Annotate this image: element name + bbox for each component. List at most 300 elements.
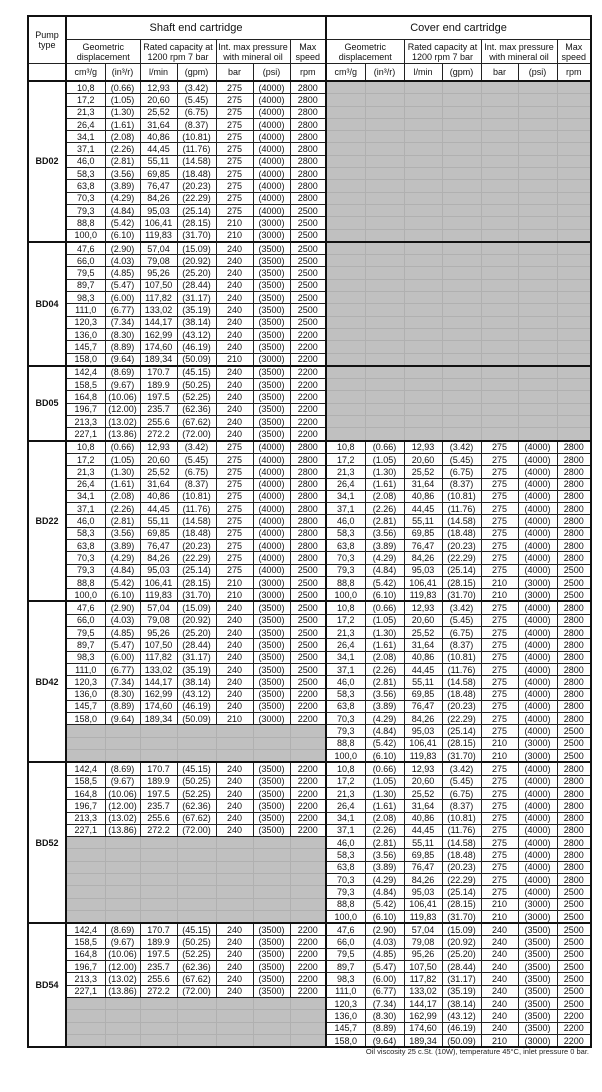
cover-value-cell: (2.08) bbox=[365, 651, 404, 663]
shaft-value-cell: 12,93 bbox=[140, 441, 177, 454]
cover-value-cell: (4000) bbox=[518, 515, 557, 527]
cover-unavailable-cell bbox=[518, 416, 557, 428]
shaft-value-cell: 2800 bbox=[290, 106, 326, 118]
cover-value-cell: 107,50 bbox=[404, 961, 442, 973]
cover-unavailable-cell bbox=[557, 106, 591, 118]
cover-value-cell: (25.14) bbox=[442, 886, 481, 898]
shaft-value-cell: 213,3 bbox=[66, 416, 105, 428]
shaft-value-cell: 235.7 bbox=[140, 800, 177, 812]
shaft-unit-header: bar bbox=[216, 64, 253, 82]
shaft-value-cell: 240 bbox=[216, 985, 253, 997]
cover-unavailable-cell bbox=[404, 155, 442, 167]
shaft-value-cell: 20,60 bbox=[140, 94, 177, 106]
cover-unavailable-cell bbox=[365, 403, 404, 415]
shaft-unavailable-cell bbox=[253, 874, 290, 886]
pump-type-header: Pump type bbox=[28, 16, 66, 64]
cover-value-cell: 2800 bbox=[557, 812, 591, 824]
shaft-value-cell: 2200 bbox=[290, 775, 326, 787]
shaft-value-cell: (4000) bbox=[253, 94, 290, 106]
cover-value-cell: (2.26) bbox=[365, 503, 404, 515]
shaft-unavailable-cell bbox=[216, 886, 253, 898]
table-row bbox=[28, 379, 591, 391]
cover-value-cell: 111,0 bbox=[326, 985, 365, 997]
shaft-value-cell: (8.30) bbox=[105, 328, 140, 340]
cover-unavailable-cell bbox=[442, 143, 481, 155]
shaft-unavailable-cell bbox=[177, 737, 216, 749]
shaft-value-cell: 2800 bbox=[290, 168, 326, 180]
shaft-value-cell: (43.12) bbox=[177, 328, 216, 340]
cover-value-cell: (28.15) bbox=[442, 576, 481, 588]
shaft-value-cell: 2800 bbox=[290, 490, 326, 502]
cover-unavailable-cell bbox=[365, 341, 404, 353]
cover-value-cell: (5.45) bbox=[442, 614, 481, 626]
shaft-value-cell: (3500) bbox=[253, 762, 290, 775]
cover-value-cell: 84,26 bbox=[404, 552, 442, 564]
table-row bbox=[28, 948, 591, 960]
cover-value-cell: (6.10) bbox=[365, 589, 404, 602]
cover-value-cell: (4000) bbox=[518, 490, 557, 502]
cover-unavailable-cell bbox=[557, 217, 591, 229]
cover-value-cell: 58,3 bbox=[326, 849, 365, 861]
shaft-value-cell: 272.2 bbox=[140, 985, 177, 997]
cover-unavailable-cell bbox=[481, 328, 518, 340]
cover-value-cell: (28.15) bbox=[442, 898, 481, 910]
shaft-value-cell: (3500) bbox=[253, 601, 290, 614]
cover-unavailable-cell bbox=[442, 279, 481, 291]
cover-value-cell: (3000) bbox=[518, 576, 557, 588]
cover-value-cell: 2800 bbox=[557, 800, 591, 812]
cover-unavailable-cell bbox=[481, 118, 518, 130]
cover-value-cell: 240 bbox=[481, 961, 518, 973]
shaft-unavailable-cell bbox=[253, 1034, 290, 1047]
shaft-unavailable-cell bbox=[105, 886, 140, 898]
cover-unavailable-cell bbox=[557, 155, 591, 167]
shaft-value-cell: 21,3 bbox=[66, 466, 105, 478]
cover-unavailable-cell bbox=[326, 180, 365, 192]
cover-unavailable-cell bbox=[518, 366, 557, 379]
shaft-value-cell: 2500 bbox=[290, 627, 326, 639]
shaft-value-cell: 240 bbox=[216, 391, 253, 403]
shaft-max-speed-header: Max speed bbox=[290, 40, 326, 64]
cover-unavailable-cell bbox=[518, 279, 557, 291]
shaft-value-cell: 2200 bbox=[290, 688, 326, 700]
cover-unavailable-cell bbox=[404, 94, 442, 106]
cover-unavailable-cell bbox=[557, 379, 591, 391]
shaft-value-cell: 17,2 bbox=[66, 453, 105, 465]
shaft-value-cell: 162,99 bbox=[140, 688, 177, 700]
cover-value-cell: 2800 bbox=[557, 466, 591, 478]
cover-value-cell: (4000) bbox=[518, 874, 557, 886]
shaft-value-cell: 26,4 bbox=[66, 118, 105, 130]
shaft-value-cell: 34,1 bbox=[66, 131, 105, 143]
shaft-value-cell: 275 bbox=[216, 490, 253, 502]
shaft-value-cell: 2200 bbox=[290, 353, 326, 366]
cover-value-cell: 275 bbox=[481, 539, 518, 551]
shaft-unavailable-cell bbox=[290, 1034, 326, 1047]
shaft-value-cell: 119,83 bbox=[140, 589, 177, 602]
cover-unavailable-cell bbox=[404, 341, 442, 353]
cover-unavailable-cell bbox=[557, 403, 591, 415]
table-row bbox=[28, 539, 591, 551]
cover-value-cell: 2500 bbox=[557, 886, 591, 898]
shaft-unavailable-cell bbox=[105, 1034, 140, 1047]
cover-unavailable-cell bbox=[442, 94, 481, 106]
cover-unavailable-cell bbox=[442, 292, 481, 304]
shaft-value-cell: 2200 bbox=[290, 948, 326, 960]
cover-value-cell: 34,1 bbox=[326, 490, 365, 502]
shaft-value-cell: 2200 bbox=[290, 416, 326, 428]
cover-value-cell: (10.81) bbox=[442, 651, 481, 663]
cover-unavailable-cell bbox=[481, 279, 518, 291]
cover-value-cell: 275 bbox=[481, 676, 518, 688]
cover-value-cell: 21,3 bbox=[326, 787, 365, 799]
cover-value-cell: 275 bbox=[481, 849, 518, 861]
cover-value-cell: (6.10) bbox=[365, 910, 404, 923]
shaft-value-cell: (12.00) bbox=[105, 800, 140, 812]
shaft-value-cell: (6.00) bbox=[105, 651, 140, 663]
cover-value-cell: (1.05) bbox=[365, 453, 404, 465]
table-row bbox=[28, 874, 591, 886]
cover-value-cell: (3500) bbox=[518, 1010, 557, 1022]
cover-value-cell: 31,64 bbox=[404, 639, 442, 651]
shaft-value-cell: 144,17 bbox=[140, 676, 177, 688]
cover-value-cell: (4.29) bbox=[365, 713, 404, 725]
cover-value-cell: (4000) bbox=[518, 861, 557, 873]
shaft-unavailable-cell bbox=[177, 1034, 216, 1047]
cover-unavailable-cell bbox=[365, 428, 404, 441]
shaft-unit-header: (gpm) bbox=[177, 64, 216, 82]
cover-unavailable-cell bbox=[518, 229, 557, 242]
cover-unavailable-cell bbox=[442, 391, 481, 403]
shaft-value-cell: 275 bbox=[216, 143, 253, 155]
shaft-value-cell: 235.7 bbox=[140, 403, 177, 415]
cover-value-cell: 44,45 bbox=[404, 824, 442, 836]
shaft-value-cell: (3000) bbox=[253, 713, 290, 725]
cover-value-cell: 275 bbox=[481, 627, 518, 639]
cover-value-cell: (5.42) bbox=[365, 576, 404, 588]
shaft-value-cell: 240 bbox=[216, 948, 253, 960]
cover-unavailable-cell bbox=[442, 180, 481, 192]
shaft-value-cell: 275 bbox=[216, 552, 253, 564]
shaft-unavailable-cell bbox=[253, 1010, 290, 1022]
cover-unavailable-cell bbox=[557, 242, 591, 255]
shaft-value-cell: 44,45 bbox=[140, 503, 177, 515]
cover-value-cell: (4.29) bbox=[365, 874, 404, 886]
shaft-value-cell: 174,60 bbox=[140, 341, 177, 353]
shaft-value-cell: (62.36) bbox=[177, 403, 216, 415]
cover-value-cell: 76,47 bbox=[404, 861, 442, 873]
cover-value-cell: (11.76) bbox=[442, 824, 481, 836]
cover-value-cell: 210 bbox=[481, 576, 518, 588]
cover-unavailable-cell bbox=[326, 118, 365, 130]
cover-value-cell: (5.47) bbox=[365, 961, 404, 973]
cover-value-cell: 240 bbox=[481, 948, 518, 960]
cover-unavailable-cell bbox=[518, 94, 557, 106]
cover-value-cell: 70,3 bbox=[326, 874, 365, 886]
cover-value-cell: (4000) bbox=[518, 564, 557, 576]
cover-unavailable-cell bbox=[442, 341, 481, 353]
shaft-value-cell: 34,1 bbox=[66, 490, 105, 502]
shaft-value-cell: (8.89) bbox=[105, 341, 140, 353]
table-row bbox=[28, 106, 591, 118]
cover-value-cell: 76,47 bbox=[404, 700, 442, 712]
cover-unavailable-cell bbox=[557, 118, 591, 130]
shaft-value-cell: 189.9 bbox=[140, 936, 177, 948]
cover-value-cell: 275 bbox=[481, 490, 518, 502]
cover-value-cell: 2500 bbox=[557, 997, 591, 1009]
cover-value-cell: (14.58) bbox=[442, 676, 481, 688]
table-row bbox=[28, 155, 591, 167]
shaft-value-cell: (2.81) bbox=[105, 515, 140, 527]
shaft-unavailable-cell bbox=[66, 910, 105, 923]
shaft-unavailable-cell bbox=[105, 898, 140, 910]
shaft-value-cell: 79,08 bbox=[140, 255, 177, 267]
shaft-value-cell: 2800 bbox=[290, 539, 326, 551]
cover-value-cell: (4000) bbox=[518, 527, 557, 539]
shaft-value-cell: 144,17 bbox=[140, 316, 177, 328]
shaft-value-cell: (11.76) bbox=[177, 503, 216, 515]
cover-value-cell: (50.09) bbox=[442, 1034, 481, 1047]
cover-unavailable-cell bbox=[518, 217, 557, 229]
cover-value-cell: 2800 bbox=[557, 787, 591, 799]
cover-value-cell: (4000) bbox=[518, 503, 557, 515]
shaft-value-cell: (13.86) bbox=[105, 428, 140, 441]
table-row bbox=[28, 328, 591, 340]
cover-unavailable-cell bbox=[404, 328, 442, 340]
cover-unavailable-cell bbox=[404, 118, 442, 130]
cover-value-cell: 275 bbox=[481, 527, 518, 539]
cover-unavailable-cell bbox=[404, 81, 442, 94]
cover-value-cell: 2500 bbox=[557, 923, 591, 936]
shaft-unavailable-cell bbox=[140, 997, 177, 1009]
cover-unavailable-cell bbox=[326, 168, 365, 180]
shaft-value-cell: (50.25) bbox=[177, 936, 216, 948]
cover-value-cell: (4000) bbox=[518, 676, 557, 688]
shaft-value-cell: (25.20) bbox=[177, 267, 216, 279]
shaft-value-cell: 240 bbox=[216, 403, 253, 415]
cover-unavailable-cell bbox=[326, 204, 365, 216]
shaft-value-cell: (3500) bbox=[253, 242, 290, 255]
cover-unavailable-cell bbox=[365, 168, 404, 180]
cover-value-cell: 275 bbox=[481, 552, 518, 564]
table-row bbox=[28, 1034, 591, 1047]
shaft-value-cell: (3500) bbox=[253, 304, 290, 316]
shaft-value-cell: (6.75) bbox=[177, 106, 216, 118]
cover-value-cell: (4000) bbox=[518, 539, 557, 551]
cover-value-cell: 117,82 bbox=[404, 973, 442, 985]
shaft-value-cell: 272.2 bbox=[140, 824, 177, 836]
table-row bbox=[28, 787, 591, 799]
cover-unavailable-cell bbox=[442, 168, 481, 180]
cover-value-cell: 275 bbox=[481, 614, 518, 626]
shaft-value-cell: (2.08) bbox=[105, 490, 140, 502]
shaft-value-cell: 2500 bbox=[290, 292, 326, 304]
cover-unavailable-cell bbox=[442, 416, 481, 428]
shaft-unit-header: rpm bbox=[290, 64, 326, 82]
cover-value-cell: 210 bbox=[481, 1034, 518, 1047]
shaft-value-cell: (3500) bbox=[253, 279, 290, 291]
pump-type-cell: BD42 bbox=[28, 601, 66, 762]
cover-value-cell: (10.81) bbox=[442, 812, 481, 824]
cover-value-cell: 20,60 bbox=[404, 453, 442, 465]
cover-value-cell: (6.00) bbox=[365, 973, 404, 985]
shaft-value-cell: (20.23) bbox=[177, 180, 216, 192]
pump-type-cell: BD52 bbox=[28, 762, 66, 923]
shaft-value-cell: 158,0 bbox=[66, 713, 105, 725]
shaft-value-cell: 17,2 bbox=[66, 94, 105, 106]
table-row bbox=[28, 800, 591, 812]
cover-value-cell: 79,3 bbox=[326, 564, 365, 576]
cover-value-cell: (31.17) bbox=[442, 973, 481, 985]
cover-unavailable-cell bbox=[557, 279, 591, 291]
shaft-unavailable-cell bbox=[140, 861, 177, 873]
cover-unavailable-cell bbox=[326, 94, 365, 106]
cover-value-cell: 240 bbox=[481, 1022, 518, 1034]
shaft-value-cell: 57,04 bbox=[140, 242, 177, 255]
cover-unavailable-cell bbox=[481, 379, 518, 391]
shaft-value-cell: 210 bbox=[216, 217, 253, 229]
shaft-value-cell: 162,99 bbox=[140, 328, 177, 340]
cover-value-cell: 66,0 bbox=[326, 936, 365, 948]
shaft-value-cell: (2.90) bbox=[105, 242, 140, 255]
shaft-value-cell: 213,3 bbox=[66, 973, 105, 985]
cover-unavailable-cell bbox=[442, 106, 481, 118]
shaft-value-cell: 196,7 bbox=[66, 961, 105, 973]
cover-value-cell: 275 bbox=[481, 824, 518, 836]
cover-unavailable-cell bbox=[518, 391, 557, 403]
shaft-value-cell: (3500) bbox=[253, 292, 290, 304]
cover-unavailable-cell bbox=[326, 416, 365, 428]
shaft-value-cell: (10.81) bbox=[177, 490, 216, 502]
cover-value-cell: 2800 bbox=[557, 676, 591, 688]
cover-unavailable-cell bbox=[442, 379, 481, 391]
cover-value-cell: 25,52 bbox=[404, 466, 442, 478]
shaft-value-cell: 79,3 bbox=[66, 204, 105, 216]
shaft-value-cell: 240 bbox=[216, 787, 253, 799]
shaft-value-cell: 2200 bbox=[290, 800, 326, 812]
cover-value-cell: 63,8 bbox=[326, 861, 365, 873]
cover-unavailable-cell bbox=[442, 229, 481, 242]
shaft-value-cell: 164,8 bbox=[66, 391, 105, 403]
table-row bbox=[28, 775, 591, 787]
shaft-value-cell: (12.00) bbox=[105, 961, 140, 973]
table-row bbox=[28, 292, 591, 304]
table-row bbox=[28, 255, 591, 267]
shaft-value-cell: (25.20) bbox=[177, 627, 216, 639]
cover-value-cell: 275 bbox=[481, 787, 518, 799]
table-row bbox=[28, 1022, 591, 1034]
shaft-value-cell: (45.15) bbox=[177, 366, 216, 379]
shaft-value-cell: 2500 bbox=[290, 614, 326, 626]
cover-value-cell: 46,0 bbox=[326, 837, 365, 849]
shaft-unavailable-cell bbox=[253, 910, 290, 923]
cover-value-cell: (4.29) bbox=[365, 552, 404, 564]
shaft-unavailable-cell bbox=[66, 849, 105, 861]
cover-unavailable-cell bbox=[365, 304, 404, 316]
cover-unavailable-cell bbox=[442, 366, 481, 379]
shaft-value-cell: 2500 bbox=[290, 267, 326, 279]
shaft-unavailable-cell bbox=[253, 849, 290, 861]
cover-unavailable-cell bbox=[442, 403, 481, 415]
cover-value-cell: 95,03 bbox=[404, 725, 442, 737]
cover-value-cell: 100,0 bbox=[326, 750, 365, 763]
shaft-value-cell: (6.10) bbox=[105, 229, 140, 242]
shaft-value-cell: 142,4 bbox=[66, 923, 105, 936]
shaft-value-cell: 240 bbox=[216, 341, 253, 353]
shaft-value-cell: 69,85 bbox=[140, 527, 177, 539]
cover-unavailable-cell bbox=[365, 192, 404, 204]
shaft-value-cell: 2500 bbox=[290, 204, 326, 216]
shaft-unavailable-cell bbox=[177, 849, 216, 861]
cover-unavailable-cell bbox=[365, 328, 404, 340]
shaft-value-cell: 145,7 bbox=[66, 341, 105, 353]
cover-unavailable-cell bbox=[326, 255, 365, 267]
shaft-value-cell: 255.6 bbox=[140, 416, 177, 428]
shaft-value-cell: 117,82 bbox=[140, 292, 177, 304]
shaft-unavailable-cell bbox=[253, 997, 290, 1009]
cover-value-cell: (2.26) bbox=[365, 824, 404, 836]
cover-value-cell: 2800 bbox=[557, 663, 591, 675]
shaft-value-cell: (10.06) bbox=[105, 948, 140, 960]
cover-unavailable-cell bbox=[518, 255, 557, 267]
cover-unavailable-cell bbox=[557, 143, 591, 155]
cover-unavailable-cell bbox=[326, 81, 365, 94]
cover-value-cell: (3.56) bbox=[365, 849, 404, 861]
shaft-unavailable-cell bbox=[66, 725, 105, 737]
shaft-value-cell: 210 bbox=[216, 576, 253, 588]
shaft-value-cell: 275 bbox=[216, 503, 253, 515]
shaft-unavailable-cell bbox=[290, 1010, 326, 1022]
shaft-unavailable-cell bbox=[140, 837, 177, 849]
shaft-unavailable-cell bbox=[105, 725, 140, 737]
shaft-value-cell: (3500) bbox=[253, 985, 290, 997]
shaft-unavailable-cell bbox=[66, 1034, 105, 1047]
shaft-value-cell: (5.42) bbox=[105, 217, 140, 229]
shaft-unavailable-cell bbox=[290, 725, 326, 737]
pump-data-table bbox=[27, 15, 592, 1048]
cover-value-cell: 55,11 bbox=[404, 515, 442, 527]
shaft-value-cell: 88,8 bbox=[66, 217, 105, 229]
cover-unavailable-cell bbox=[557, 391, 591, 403]
cover-value-cell: (1.61) bbox=[365, 639, 404, 651]
cover-value-cell: 10,8 bbox=[326, 441, 365, 454]
shaft-value-cell: (4000) bbox=[253, 478, 290, 490]
shaft-value-cell: (4000) bbox=[253, 143, 290, 155]
cover-value-cell: 70,3 bbox=[326, 552, 365, 564]
cover-value-cell: 20,60 bbox=[404, 614, 442, 626]
shaft-value-cell: 235.7 bbox=[140, 961, 177, 973]
cover-unavailable-cell bbox=[326, 279, 365, 291]
shaft-value-cell: (46.19) bbox=[177, 700, 216, 712]
cover-value-cell: 2500 bbox=[557, 985, 591, 997]
cover-unavailable-cell bbox=[365, 255, 404, 267]
cover-value-cell: 2500 bbox=[557, 725, 591, 737]
shaft-value-cell: 2800 bbox=[290, 466, 326, 478]
cover-value-cell: 119,83 bbox=[404, 910, 442, 923]
shaft-value-cell: 2800 bbox=[290, 515, 326, 527]
cover-value-cell: (6.75) bbox=[442, 787, 481, 799]
shaft-value-cell: 119,83 bbox=[140, 229, 177, 242]
shaft-value-cell: 240 bbox=[216, 267, 253, 279]
shaft-value-cell: 213,3 bbox=[66, 812, 105, 824]
shaft-value-cell: 2800 bbox=[290, 155, 326, 167]
cover-unavailable-cell bbox=[326, 155, 365, 167]
shaft-value-cell: (3.56) bbox=[105, 527, 140, 539]
shaft-value-cell: 272.2 bbox=[140, 428, 177, 441]
cover-unavailable-cell bbox=[557, 328, 591, 340]
cover-value-cell: (18.48) bbox=[442, 849, 481, 861]
table-row bbox=[28, 441, 591, 454]
